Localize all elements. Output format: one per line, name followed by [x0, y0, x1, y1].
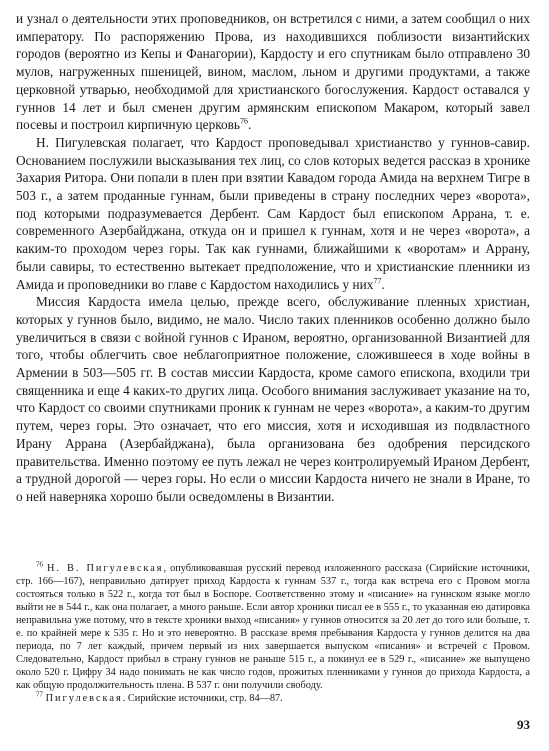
paragraph-1 [16, 10, 530, 134]
footnote-76 [16, 562, 530, 692]
footnote-77-author: Пигулевская [45, 693, 123, 704]
paragraph-3-text: Миссия Кардоста имела целью, прежде всего, обслуживание пленных христиан, которых у гуннов было, видимо, не мало. Число таких пленников особенно должно было увеличиться в связи с войной гуннов с Ираном, вероятно, организованной Византией для того, чтобы облегчить свое неблагоприятное положение, сложившееся в ходе войны в Армении в 503—505 гг. В состав миссии Кардоста, кроме самого епископа, входили три священника и еще 4 каких-то других лица. Особого внимания заслуживает указание на то, что Кардост со своими спутниками проник к гуннам не через «ворота», а каким-то другим путем, через горы. Это означает, что его миссия, хотя и исходившая из подвластного Ирану Аррана (Азербайджана), была организована без одобрения персидского правительства. Именно поэтому ее путь лежал не через контролируемый Ираном Дербент, а трудной дорогой — через горы. Но если о миссии Кардоста ничего не знали в Иране, то о ней наверняка хорошо были осведомлены в Византии. [16, 294, 530, 504]
paragraph-2-text: Н. Пигулевская полагает, что Кардост проповедывал христианство у гуннов-савир. Основанием послужили высказывания тех лиц, со слов которых ведется рассказ в хронике Захария Ритора. Они попали в плен при взятии Кавадом города Амида на верхнем Тигре в 503 г., а затем проданные гуннам, были приведены в страну последних через «ворота», под которыми подразумевается Дербент. Сам Кардост был епископом Аррана, т. е. современного Азербайджана, откуда он и пришел к гуннам, хотя и не через «ворота», а каким-то проходом через горы. Так как гуннами, ближайшими к «воротам» и Аррану, были савиры, то естественно вытекает предположение, что и христианские пленники из Амида и проповедники во главе с Кардостом находились у них [16, 134, 530, 292]
page-number: 93 [517, 717, 530, 732]
footnote-ref-76[interactable]: 76 [240, 116, 248, 126]
footnote-76-author: Н. В. Пигулевская [47, 563, 164, 574]
paragraph-1-end: . [248, 117, 252, 133]
footnote-76-text: , опубликовавшая русский перевод изложенного рассказа (Сирийские источники, стр. 166—167), неправильно датирует приход Кардоста к гуннам 537 г., тогда как встреча его с Провом могла состояться только в 522 г., когда тот был в Боспоре. Соответственно этому и «писание» на гуннском языке могло выйти не в 544 г., как она полагает, а много раньше. Если автор хроники писал ее в 555 г., то указанная ею датировка неправильна уже потому, что в тексте хроники выход «писания» у гуннов относится за 20 лет до того или больше, т. е. по крайней мере к 535 г. Но и это невероятно. В рассказе время пребывания Кардоста у гуннов делится на два периода, по 7 лет каждый, причем первый из них завершается выпуском «писания» и встречей с Провом. Следовательно, Кардост прибыл в страну гуннов не раньше 515 г., а покинул ее в 529 г., «писание» же выпущено около 520 г. Цифру 34 надо понимать не как число годов, прожитых пленниками у гуннов до прихода Кардоста, а как общую продолжительность плена. В 537 г. они получили свободу. [16, 563, 531, 691]
footnote-76-number: 76 [36, 560, 43, 569]
footnotes [16, 562, 530, 705]
paragraph-2 [16, 134, 530, 293]
footnote-77-text: . Сирийские источники, стр. 84—87. [122, 693, 283, 704]
footnote-77-number: 77 [36, 690, 43, 699]
footnote-77 [16, 692, 530, 705]
main-text [16, 10, 530, 506]
paragraph-3 [16, 293, 530, 505]
paragraph-2-end: . [381, 276, 385, 292]
paragraph-1-text: и узнал о деятельности этих проповедников, он встретился с ними, а затем сообщил о них императору. По распоряжению Прова, из находившихся поблизости византийских городов (вероятно из Кепы и Фанагории), Кардосту и его спутникам было отправлено 30 мулов, нагруженных пшеницей, вином, маслом, льном и другими продуктами, а также церковной утварью, необходимой для христианского богослужения. Кардост оставался у гуннов 14 лет и был сменен другим армянским епископом Макаром, который завел посевы и построил кирпичную церковь [16, 11, 530, 133]
footnote-ref-77[interactable]: 77 [373, 276, 382, 286]
